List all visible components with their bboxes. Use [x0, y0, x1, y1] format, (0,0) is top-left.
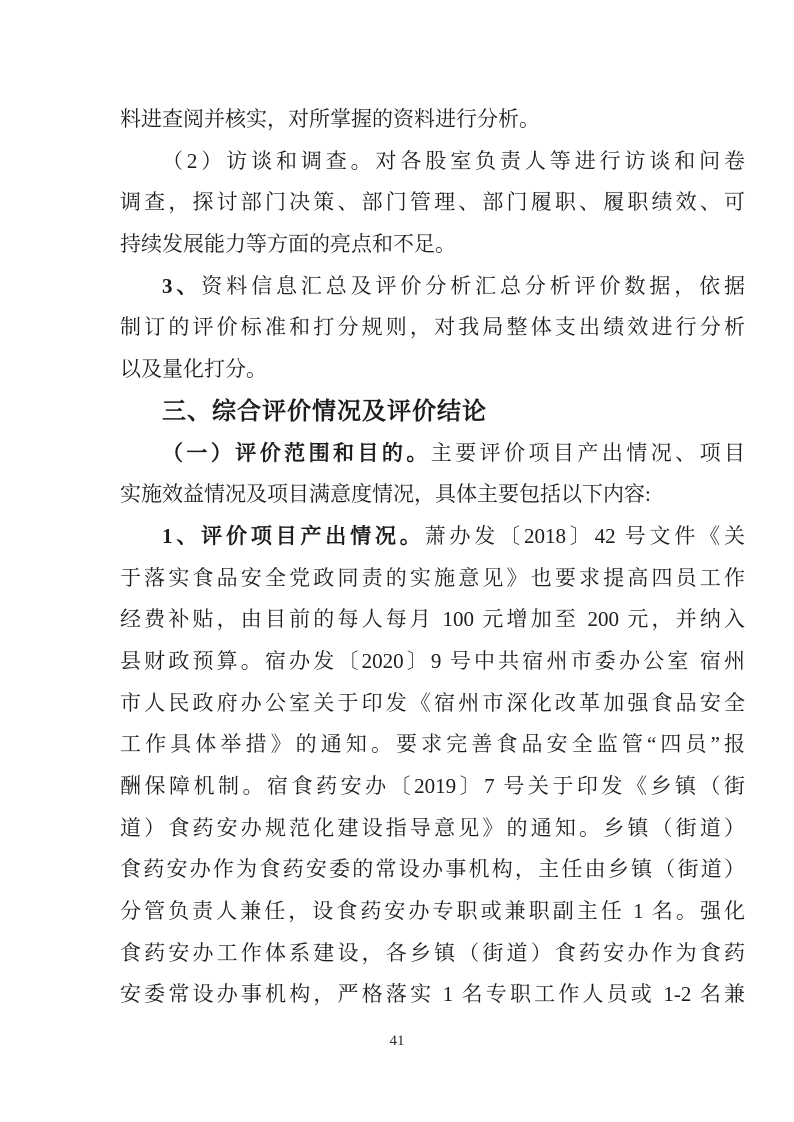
text-line	[120, 433, 745, 475]
text-line	[120, 349, 745, 391]
text-segment: 实施效益情况及项目满意度情况，具体主要包括以下内容:	[120, 482, 651, 507]
text-segment: 持续发展能力等方面的亮点和不足。	[120, 232, 456, 257]
text-line	[120, 891, 745, 933]
text-segment: 工作具体举措》的通知。要求完善食品安全监管“四员”报	[120, 732, 745, 757]
text-segment: 以及量化打分。	[120, 357, 267, 382]
text-line	[120, 808, 745, 850]
text-segment: 县财政预算。宿办发〔2020〕9 号中共宿州市委办公室 宿州	[120, 648, 745, 673]
section-heading	[120, 391, 745, 433]
text-segment: 酬保障机制。宿食药安办〔2019〕7 号关于印发《乡镇（街	[120, 774, 745, 798]
text-line	[120, 724, 745, 766]
text-segment: 市人民政府办公室关于印发《宿州市深化改革加强食品安全	[120, 690, 745, 715]
text-segment: 料进查阅并核实，对所掌握的资料进行分析。	[120, 107, 540, 131]
text-line	[120, 683, 745, 725]
page-number: 41	[389, 1033, 405, 1049]
text-line	[120, 849, 745, 891]
text-segment: 经费补贴，由目前的每人每月 100 元增加至 200 元，并纳入	[120, 607, 745, 632]
text-line	[120, 224, 745, 266]
text-segment: 安委常设办事机构，严格落实 1 名专职工作人员或 1-2 名兼	[120, 982, 745, 1007]
text-line	[120, 766, 745, 808]
bold-text-segment: （一）评价范围和目的。	[162, 440, 431, 465]
bold-text-segment: 3、	[162, 273, 202, 298]
text-line	[120, 266, 745, 308]
text-line	[120, 182, 745, 224]
text-segment: 于落实食品安全党政同责的实施意见》也要求提高四员工作	[120, 565, 745, 590]
text-segment: （2）访谈和调查。对各股室负责人等进行访谈和问卷	[162, 148, 745, 173]
text-line	[120, 933, 745, 975]
text-segment: 制订的评价标准和打分规则，对我局整体支出绩效进行分析	[120, 315, 745, 340]
text-segment: 萧办发〔2018〕42 号文件《关	[424, 523, 745, 548]
text-segment: 资料信息汇总及评价分析汇总分析评价数据，依据	[201, 273, 746, 298]
text-segment: 主要评价项目产出情况、项目	[430, 440, 746, 465]
text-line	[120, 474, 745, 516]
text-segment: 道）食药安办规范化建设指导意见》的通知。乡镇（街道）	[120, 815, 745, 840]
text-segment: 食药安办作为食药安委的常设办事机构，主任由乡镇（街道）	[120, 857, 745, 882]
text-line	[120, 307, 745, 349]
text-segment: 食药安办工作体系建设，各乡镇（街道）食药安办作为食药	[120, 940, 745, 965]
text-line	[120, 99, 745, 141]
text-line	[120, 516, 745, 558]
bold-text-segment: 三、综合评价情况及评价结论	[162, 397, 487, 425]
text-segment: 分管负责人兼任，设食药安办专职或兼职副主任 1 名。强化	[120, 899, 745, 924]
text-line	[120, 974, 745, 1016]
document-body	[120, 99, 745, 1016]
text-segment: 调查，探讨部门决策、部门管理、部门履职、履职绩效、可	[120, 190, 745, 215]
text-line	[120, 599, 745, 641]
text-line	[120, 141, 745, 183]
bold-text-segment: 1、评价项目产出情况。	[162, 523, 425, 548]
text-line	[120, 641, 745, 683]
text-line	[120, 558, 745, 600]
